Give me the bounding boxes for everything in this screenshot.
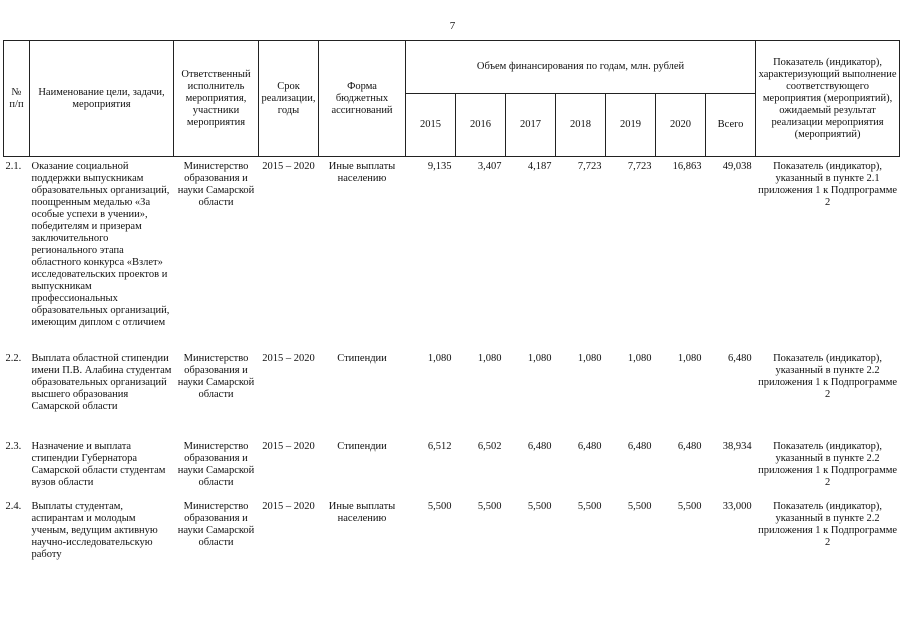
row-value: 5,500	[577, 501, 602, 512]
row-executor: Министерство образования и науки Самарской области	[177, 501, 255, 548]
row-indicator: Показатель (индикатор), указанный в пункте 2.1 приложения 1 к Подпрограмме 2	[758, 161, 898, 208]
row-indicator: Показатель (индикатор), указанный в пункте 2.2 приложения 1 к Подпрограмме 2	[758, 441, 898, 488]
row-value: 5,500	[677, 501, 702, 512]
header-year: 2020	[656, 94, 706, 157]
row-form: Иные выплаты населению	[328, 501, 396, 524]
row-term: 2015 – 2020	[262, 441, 315, 452]
row-indicator: Показатель (индикатор), указанный в пункте 2.2 приложения 1 к Подпрограмме 2	[758, 353, 898, 400]
financing-table	[3, 40, 900, 573]
row-num: 2.3.	[5, 441, 22, 452]
header-funding: Объем финансирования по годам, млн. рублей	[406, 41, 756, 94]
row-value: 1,080	[577, 353, 602, 364]
header-num: № п/п	[4, 41, 30, 157]
table-row	[4, 351, 900, 439]
row-executor: Министерство образования и науки Самарской области	[177, 441, 255, 488]
row-name: Выплата областной стипендии имени П.В. Алабина студентам образовательных организаций высшего образования Самарской области	[31, 353, 172, 412]
header-total: Всего	[706, 94, 756, 157]
row-total: 6,480	[727, 353, 752, 364]
row-value: 6,480	[527, 441, 552, 452]
row-name: Назначение и выплата стипендии Губернатора Самарской области студентам вузов области	[31, 441, 166, 488]
row-total: 33,000	[722, 501, 752, 512]
row-indicator: Показатель (индикатор), указанный в пункте 2.2 приложения 1 к Подпрограмме 2	[758, 501, 898, 548]
row-term: 2015 – 2020	[262, 161, 315, 172]
row-value: 5,500	[427, 501, 452, 512]
page-number: 7	[449, 20, 456, 32]
row-value: 1,080	[627, 353, 652, 364]
row-value: 6,512	[427, 441, 452, 452]
header-name: Наименование цели, задачи, мероприятия	[30, 41, 174, 157]
row-value: 6,480	[627, 441, 652, 452]
row-value: 4,187	[527, 161, 552, 172]
row-value: 1,080	[477, 353, 502, 364]
row-value: 5,500	[477, 501, 502, 512]
row-executor: Министерство образования и науки Самарской области	[177, 161, 255, 208]
row-value: 1,080	[427, 353, 452, 364]
row-num: 2.1.	[5, 161, 22, 172]
row-total: 38,934	[722, 441, 752, 452]
table-row	[4, 439, 900, 499]
header-year: 2017	[506, 94, 556, 157]
row-executor: Министерство образования и науки Самарской области	[177, 353, 255, 400]
row-form: Иные выплаты населению	[328, 161, 396, 184]
header-executor: Ответственный исполнитель мероприятия, участники мероприятия	[174, 41, 259, 157]
header-year: 2018	[556, 94, 606, 157]
row-value: 5,500	[527, 501, 552, 512]
row-num: 2.2.	[5, 353, 22, 364]
row-form: Стипендии	[337, 353, 387, 364]
header-year: 2016	[456, 94, 506, 157]
row-value: 9,135	[427, 161, 452, 172]
header-year: 2019	[606, 94, 656, 157]
row-num: 2.4.	[5, 501, 22, 512]
row-value: 6,480	[577, 441, 602, 452]
row-form: Стипендии	[337, 441, 387, 452]
row-value: 5,500	[627, 501, 652, 512]
row-value: 1,080	[677, 353, 702, 364]
row-value: 6,502	[477, 441, 502, 452]
row-value: 6,480	[677, 441, 702, 452]
header-form: Форма бюджетных ассигнований	[319, 41, 406, 157]
table-row	[4, 499, 900, 573]
row-name: Выплаты студентам, аспирантам и молодым ученым, ведущим активную научно-исследовательскую работу	[31, 501, 158, 560]
header-term: Срок реализации, годы	[259, 41, 319, 157]
row-value: 7,723	[577, 161, 602, 172]
row-value: 7,723	[627, 161, 652, 172]
row-total: 49,038	[722, 161, 752, 172]
header-indicator: Показатель (индикатор), характеризующий выполнение соответствующего мероприятия (мероприятий), ожидаемый результат реализации мероприятия (мероприятий)	[756, 41, 900, 157]
table-row	[4, 157, 900, 352]
header-year: 2015	[406, 94, 456, 157]
row-value: 3,407	[477, 161, 502, 172]
row-name: Оказание социальной поддержки выпускникам образовательных организаций, поощренным медалью «За особые успехи в учении», победителям и призерам заключительного регионального этапа областного конкурса «Взлет» исследовательских проектов и выпускникам профессиональных образовательных организаций, имеющим диплом с отличием	[31, 161, 170, 328]
row-term: 2015 – 2020	[262, 501, 315, 512]
row-value: 16,863	[672, 161, 702, 172]
row-value: 1,080	[527, 353, 552, 364]
row-term: 2015 – 2020	[262, 353, 315, 364]
